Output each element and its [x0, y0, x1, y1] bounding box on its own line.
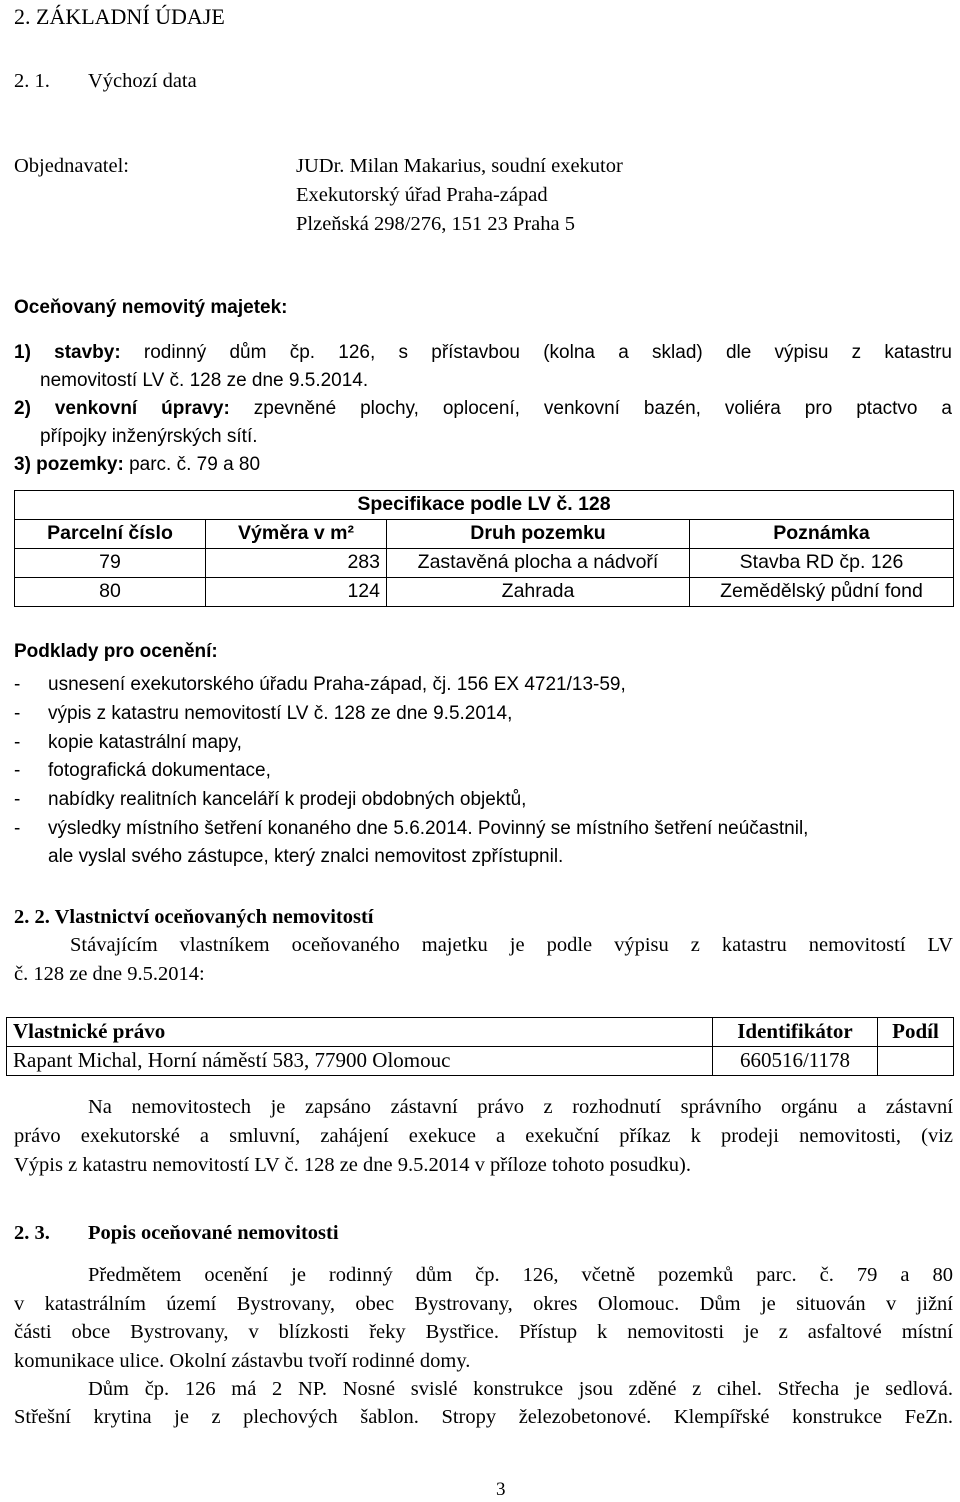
ownership-table	[6, 1017, 954, 1076]
property-line-1: 1) stavby: rodinný dům čp. 126, s přístavbou (kolna a sklad) dle výpisu z katastru	[14, 342, 952, 363]
list-dash: -	[14, 703, 21, 724]
list-dash: -	[14, 789, 21, 810]
list-item: výpis z katastru nemovitostí LV č. 128 ze dne 9.5.2014,	[48, 703, 513, 724]
property-line-5-bold: 3) pozemky:	[14, 454, 124, 475]
owner-header-id: Identifikátor	[713, 1018, 878, 1047]
list-item: usnesení exekutorského úřadu Praha-západ, čj. 156 EX 4721/13-59,	[48, 674, 626, 695]
property-line-2: nemovitostí LV č. 128 ze dne 9.5.2014.	[40, 370, 369, 391]
spec-header-type: Druh pozemku	[387, 520, 690, 549]
property-line-5	[14, 454, 260, 477]
list-dash: -	[14, 674, 21, 695]
spec-header-parcel: Parcelní číslo	[15, 520, 206, 549]
spec-cell: Stavba RD čp. 126	[690, 549, 954, 578]
subsection-title: Výchozí data	[88, 70, 197, 92]
client-line-2: Exekutorský úřad Praha-západ	[296, 184, 548, 206]
s23-title: Popis oceňované nemovitosti	[88, 1222, 339, 1244]
list-dash: -	[14, 732, 21, 753]
owner-header-right: Vlastnické právo	[7, 1018, 713, 1047]
s22-title-text: 2. 2. Vlastnictví oceňovaných nemovitostí	[14, 906, 374, 928]
client-line-3: Plzeňská 298/276, 151 23 Praha 5	[296, 213, 575, 235]
spec-cell: Zahrada	[387, 578, 690, 607]
client-line-1: JUDr. Milan Makarius, soudní exekutor	[296, 155, 623, 177]
note-line-3: Výpis z katastru nemovitostí LV č. 128 ze dne 9.5.2014 v příloze tohoto posudku).	[14, 1154, 691, 1176]
spec-cell: Zemědělský půdní fond	[690, 578, 954, 607]
list-item: výsledky místního šetření konaného dne 5.6.2014. Povinný se místního šetření neúčastnil,	[48, 818, 809, 839]
s23-p1-line-4: komunikace ulice. Okolní zástavbu tvoří rodinné domy.	[14, 1350, 471, 1372]
spec-cell: 79	[15, 549, 206, 578]
s22-paragraph-line-2: č. 128 ze dne 9.5.2014:	[14, 963, 205, 985]
s23-p2-line-1: Dům čp. 126 má 2 NP. Nosné svislé konstrukce jsou zděné z cihel. Střecha je sedlová.	[88, 1378, 953, 1400]
spec-cell: Zastavěná plocha a nádvoří	[387, 549, 690, 578]
property-label: Oceňovaný nemovitý majetek:	[14, 297, 288, 318]
spec-cell: 283	[206, 549, 387, 578]
owner-header-share: Podíl	[878, 1018, 954, 1047]
note-line-1: Na nemovitostech je zapsáno zástavní právo z rozhodnutí správního orgánu a zástavní	[88, 1096, 953, 1118]
list-item: kopie katastrální mapy,	[48, 732, 242, 753]
spec-table	[14, 490, 954, 607]
s23-p1-line-3: části obce Bystrovany, v blízkosti řeky Bystřice. Přístup k nemovitosti je z asfaltové místní	[14, 1321, 953, 1343]
s23-number: 2. 3.	[14, 1222, 50, 1244]
podklady-title: Podklady pro ocenění:	[14, 641, 218, 662]
subsection-number: 2. 1.	[14, 70, 50, 92]
property-line-4: přípojky inženýrských sítí.	[40, 426, 258, 447]
s22-title	[14, 905, 374, 930]
spec-table-title: Specifikace podle LV č. 128	[15, 491, 954, 520]
list-dash: -	[14, 818, 21, 839]
owner-cell-id: 660516/1178	[713, 1047, 878, 1076]
list-dash: -	[14, 760, 21, 781]
list-item: fotografická dokumentace,	[48, 760, 271, 781]
property-line-5-rest: parc. č. 79 a 80	[123, 454, 261, 475]
page-number: 3	[496, 1479, 506, 1500]
spec-header-area: Výměra v m²	[206, 520, 387, 549]
owner-cell-share	[878, 1047, 954, 1076]
list-item-continuation: ale vyslal svého zástupce, který znalci nemovitost zpřístupnil.	[48, 846, 564, 867]
spec-cell: 80	[15, 578, 206, 607]
spec-cell: 124	[206, 578, 387, 607]
s23-p2-line-2: Střešní krytina je z plechových šablon. Stropy železobetonové. Klempířské konstrukce FeZn.	[14, 1406, 953, 1428]
s22-paragraph-line-1: Stávajícím vlastníkem oceňovaného majetku je podle výpisu z katastru nemovitostí LV	[70, 934, 953, 956]
section-heading: 2. ZÁKLADNÍ ÚDAJE	[14, 4, 225, 29]
owner-cell-name: Rapant Michal, Horní náměstí 583, 77900 Olomouc	[7, 1047, 713, 1076]
s23-p1-line-2: v katastrálním území Bystrovany, obec Bystrovany, okres Olomouc. Dům je situován v jižní	[14, 1293, 953, 1315]
s23-p1-line-1: Předmětem ocenění je rodinný dům čp. 126, včetně pozemků parc. č. 79 a 80	[88, 1264, 953, 1286]
list-item: nabídky realitních kanceláří k prodeji obdobných objektů,	[48, 789, 527, 810]
spec-header-note: Poznámka	[690, 520, 954, 549]
client-label: Objednavatel:	[14, 155, 129, 177]
note-line-2: právo exekutorské a smluvní, zahájení exekuce a exekuční příkaz k prodeji nemovitosti, (viz	[14, 1125, 953, 1147]
property-line-3: 2) venkovní úpravy: zpevněné plochy, oplocení, venkovní bazén, voliéra pro ptactvo a	[14, 398, 952, 419]
